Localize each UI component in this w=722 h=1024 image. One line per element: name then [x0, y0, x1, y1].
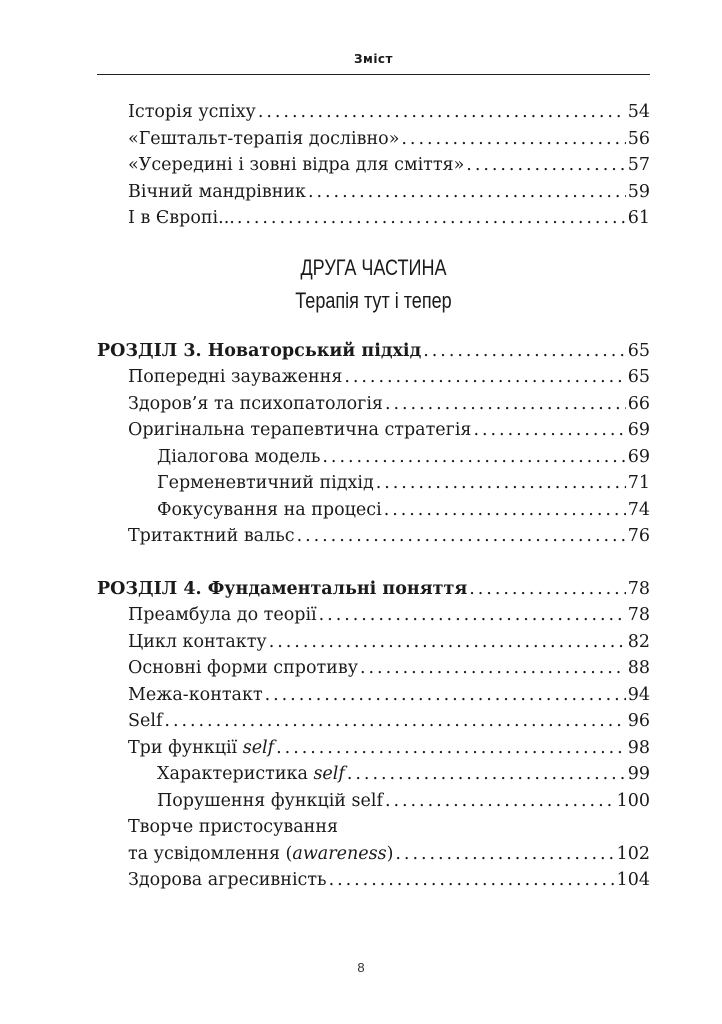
toc-entry[interactable]: Преамбула до теорії . . . 78: [97, 602, 650, 629]
part-label: ДРУГА ЧАСТИНА: [300, 254, 447, 280]
leader-dots: [423, 338, 625, 365]
page-ref: 88: [627, 658, 650, 678]
page-ref: 78: [627, 578, 650, 599]
toc-subentry[interactable]: Характеристика self . . . 99: [97, 761, 650, 788]
toc-entry[interactable]: Тритактний вальс . . . 76: [97, 523, 650, 550]
leader-dots: [265, 682, 626, 709]
page-ref: 96: [627, 711, 650, 731]
toc-entry[interactable]: І в Європі... . . . 61: [97, 205, 650, 232]
leader-dots: [347, 761, 626, 788]
toc-entry-line1[interactable]: Творче пристосування: [128, 817, 339, 837]
leader-dots: [237, 205, 626, 232]
leader-dots: [319, 602, 626, 629]
leader-dots: [385, 788, 615, 815]
leader-dots: [276, 735, 626, 762]
part-title: Терапія тут і тепер: [295, 287, 452, 313]
page-ref: 66: [627, 393, 650, 414]
page-ref: 69: [627, 420, 650, 440]
page-ref: 56: [627, 128, 650, 149]
toc-entry[interactable]: Вічний мандрівник . . . 59: [97, 179, 650, 206]
chapter-heading[interactable]: РОЗДІЛ 3. Новаторський підхід . . . 65: [97, 338, 650, 365]
page-ref: 74: [627, 499, 650, 520]
leader-dots: [469, 576, 625, 603]
running-head: Зміст: [353, 52, 393, 66]
toc-entry[interactable]: Три функції self . . . 98: [97, 735, 650, 762]
page-ref: 71: [627, 473, 650, 493]
section-gap: [97, 550, 650, 576]
toc-entry[interactable]: Основні форми спротиву . . . 88: [97, 655, 650, 682]
page-ref: 54: [627, 102, 650, 122]
leader-dots: [269, 629, 626, 656]
leader-dots: [401, 126, 625, 153]
page-ref: 57: [627, 155, 650, 175]
toc-entry[interactable]: та усвідомлення (awareness) . . . 102: [97, 841, 650, 868]
leader-dots: [384, 497, 626, 524]
toc-subentry[interactable]: Порушення функцій self . . . 100: [97, 788, 650, 815]
toc-entry[interactable]: Історія успіху . . . 54: [97, 99, 650, 126]
toc-entry[interactable]: «Гештальт-терапія дослівно» . . . 56: [97, 126, 650, 153]
leader-dots: [395, 841, 614, 868]
page-ref: 104: [616, 870, 650, 890]
leader-dots: [258, 99, 626, 126]
leader-dots: [164, 708, 625, 735]
header-rule: [97, 74, 650, 75]
toc-entry[interactable]: «Усередині і зовні відра для сміття» . . . 57: [97, 152, 650, 179]
page-ref: 65: [627, 367, 650, 387]
leader-dots: [360, 655, 626, 682]
toc-entry[interactable]: Межа-контакт . . . 94: [97, 682, 650, 709]
leader-dots: [344, 364, 625, 391]
page-ref: 100: [616, 790, 650, 811]
table-of-contents: [97, 99, 650, 894]
leader-dots: [329, 867, 615, 894]
page-number: 8: [357, 960, 365, 975]
page-ref: 59: [627, 181, 650, 202]
page-ref: 78: [627, 605, 650, 625]
page-ref: 65: [627, 340, 650, 361]
toc-entry[interactable]: Self . . . 96: [97, 708, 650, 735]
leader-dots: [376, 470, 626, 497]
toc-entry[interactable]: Попередні зауваження . . . 65: [97, 364, 650, 391]
page-ref: 94: [627, 684, 650, 705]
toc-subentry[interactable]: Герменевтичний підхід . . . 71: [97, 470, 650, 497]
toc-entry[interactable]: Цикл контакту . . . 82: [97, 629, 650, 656]
leader-dots: [466, 152, 625, 179]
page-ref: 99: [627, 764, 650, 784]
toc-entry[interactable]: Здорова агресивність . . . 104: [97, 867, 650, 894]
page-ref: 102: [616, 843, 650, 864]
page-ref: 69: [627, 446, 650, 467]
chapter-heading[interactable]: РОЗДІЛ 4. Фундаментальні поняття . . . 78: [97, 576, 650, 603]
page-ref: 61: [627, 208, 650, 228]
toc-subentry[interactable]: Фокусування на процесі . . . 74: [97, 497, 650, 524]
page-ref: 76: [627, 526, 650, 546]
leader-dots: [385, 391, 626, 418]
page-ref: 98: [627, 737, 650, 758]
leader-dots: [322, 444, 625, 471]
leader-dots: [473, 417, 625, 444]
page-ref: 82: [627, 631, 650, 652]
toc-entry[interactable]: Здоров’я та психопатологія . . . 66: [97, 391, 650, 418]
toc-entry[interactable]: Оригінальна терапевтична стратегія . . . 69: [97, 417, 650, 444]
toc-subentry[interactable]: Діалогова модель . . . 69: [97, 444, 650, 471]
leader-dots: [297, 523, 626, 550]
leader-dots: [308, 179, 626, 206]
